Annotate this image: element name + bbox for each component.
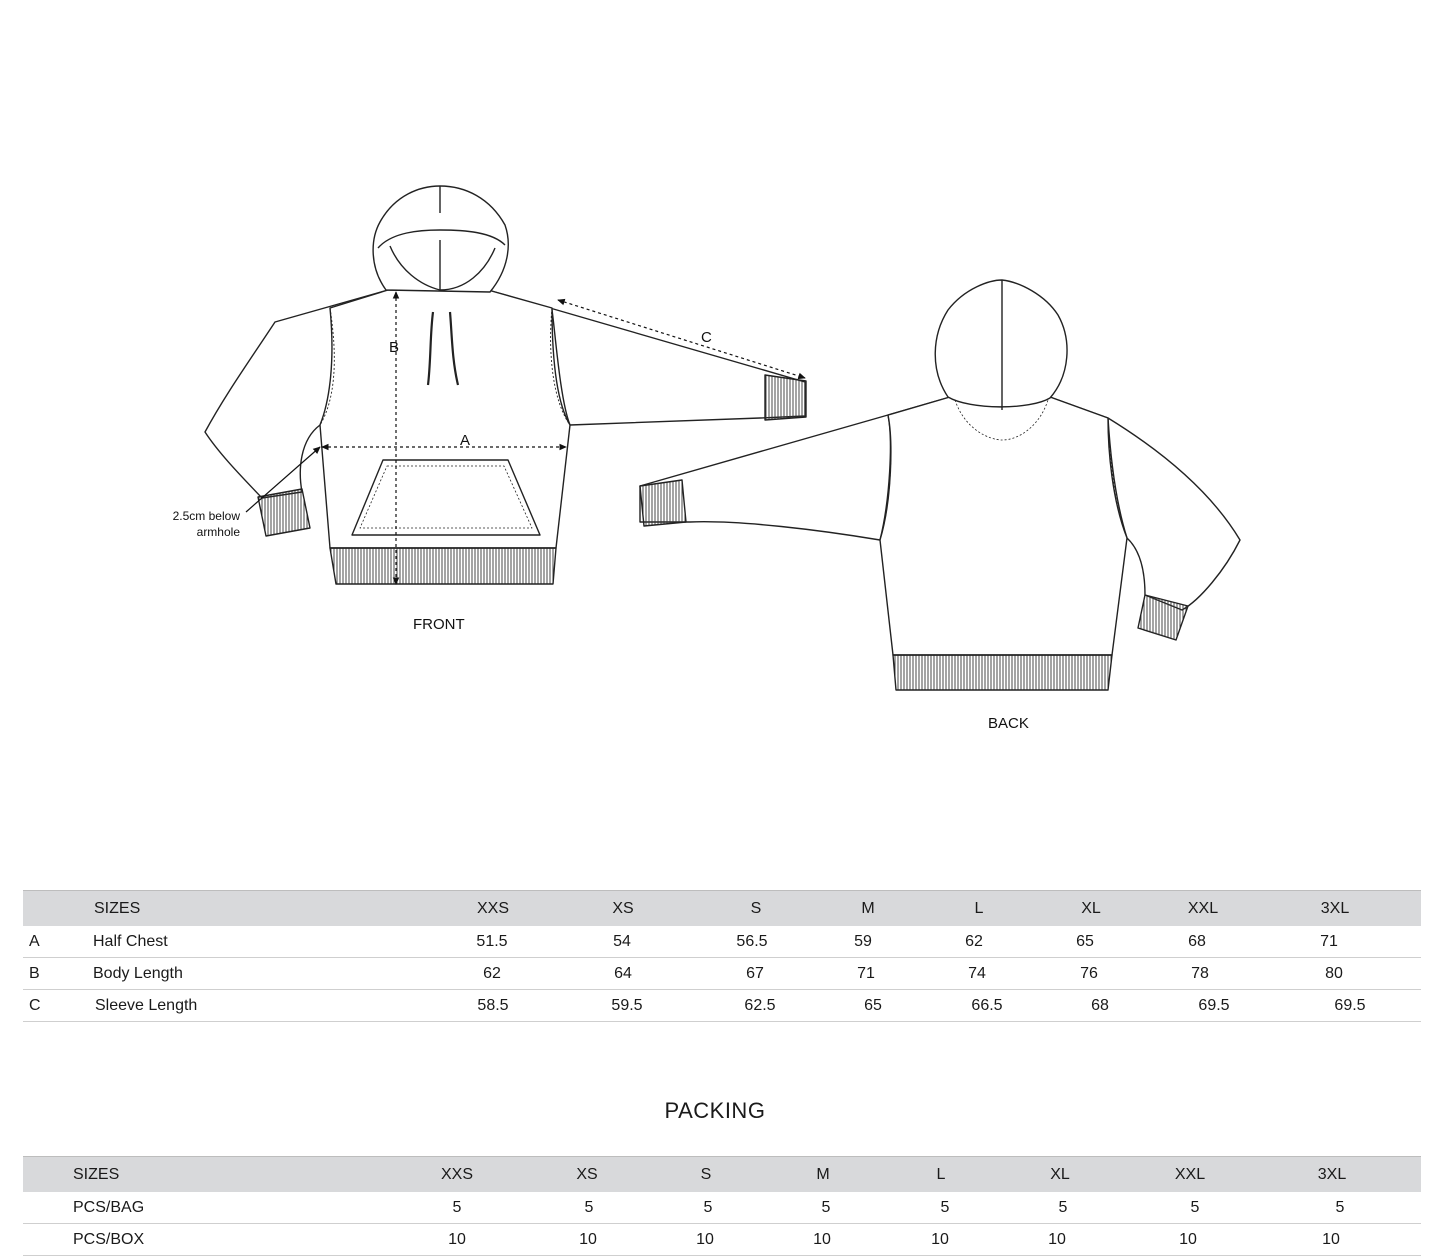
row-label: PCS/BOX	[73, 1230, 145, 1248]
back-body	[880, 397, 1127, 655]
row-code: A	[29, 932, 40, 950]
size-header: XXS	[440, 1165, 473, 1183]
size-header: XXS	[476, 899, 509, 917]
table-cell: 5	[1058, 1198, 1068, 1216]
size-header: XL	[1081, 899, 1101, 917]
size-header: M	[861, 899, 875, 917]
table-cell: 58.5	[477, 996, 509, 1014]
size-table	[23, 890, 1421, 1022]
table-cell: 76	[1080, 964, 1098, 982]
table-cell: 71	[857, 964, 875, 982]
back-hoodie	[640, 280, 1240, 690]
back-hem-rib	[893, 655, 1112, 690]
table-cell: 5	[584, 1198, 594, 1216]
table-cell: 51.5	[476, 932, 508, 950]
measure-b-label: B	[389, 339, 400, 356]
table-row	[23, 990, 1421, 1022]
table-cell: 59.5	[611, 996, 643, 1014]
table-cell: 65	[864, 996, 882, 1014]
armhole-note-line1: 2.5cm below	[172, 509, 240, 523]
table-cell: 80	[1325, 964, 1343, 982]
table-cell: 5	[1335, 1198, 1345, 1216]
table-cell: 5	[452, 1198, 462, 1216]
size-header: S	[750, 899, 762, 917]
table-cell: 74	[968, 964, 986, 982]
size-header: XS	[612, 899, 634, 917]
table-row	[23, 1192, 1421, 1224]
row-label: PCS/BAG	[73, 1198, 145, 1216]
table-cell: 10	[1322, 1230, 1340, 1248]
table-cell: 5	[821, 1198, 831, 1216]
size-header: XL	[1050, 1165, 1070, 1183]
packing-table	[23, 1156, 1421, 1256]
table-cell: 5	[1190, 1198, 1200, 1216]
table-cell: 68	[1188, 932, 1206, 950]
table-cell: 62	[965, 932, 983, 950]
table-cell: 62	[483, 964, 501, 982]
table-cell: 5	[940, 1198, 950, 1216]
table-cell: 69.5	[1198, 996, 1230, 1014]
size-header: L	[936, 1165, 946, 1183]
table-row	[23, 958, 1421, 990]
table-cell: 10	[1048, 1230, 1066, 1248]
row-code: C	[29, 996, 41, 1014]
row-label: Sleeve Length	[95, 996, 198, 1014]
armhole-note	[150, 508, 240, 540]
front-body	[320, 290, 570, 548]
back-left-cuff	[640, 480, 686, 526]
table-cell: 68	[1091, 996, 1109, 1014]
table-cell: 10	[1179, 1230, 1197, 1248]
row-label: Half Chest	[93, 932, 168, 950]
packing-header-label: SIZES	[73, 1165, 120, 1183]
front-right-cuff	[765, 375, 806, 420]
size-header: XXL	[1174, 1165, 1206, 1183]
table-cell: 56.5	[736, 932, 768, 950]
table-cell: 10	[813, 1230, 831, 1248]
size-header: L	[974, 899, 984, 917]
table-cell: 65	[1076, 932, 1094, 950]
table-cell: 62.5	[744, 996, 776, 1014]
front-hoodie	[205, 186, 806, 584]
table-cell: 66.5	[971, 996, 1003, 1014]
size-header: 3XL	[1317, 1165, 1347, 1183]
table-cell: 78	[1191, 964, 1209, 982]
size-table-header-label: SIZES	[94, 899, 141, 917]
table-cell: 10	[448, 1230, 466, 1248]
table-cell: 5	[703, 1198, 713, 1216]
table-cell: 71	[1320, 932, 1338, 950]
armhole-note-line2: armhole	[196, 525, 240, 539]
table-cell: 67	[746, 964, 764, 982]
table-cell: 64	[614, 964, 632, 982]
size-table-header	[23, 890, 1421, 926]
row-label: Body Length	[93, 964, 183, 982]
back-view-label: BACK	[988, 715, 1029, 732]
table-cell: 59	[854, 932, 872, 950]
table-row	[23, 1224, 1421, 1256]
measure-c-label: C	[701, 329, 712, 346]
front-left-cuff	[258, 489, 310, 536]
back-hood	[935, 280, 1067, 407]
size-header: 3XL	[1320, 899, 1350, 917]
row-code: B	[29, 964, 40, 982]
table-cell: 54	[613, 932, 631, 950]
table-cell: 69.5	[1334, 996, 1366, 1014]
size-header: XXL	[1187, 899, 1219, 917]
front-view-label: FRONT	[413, 616, 465, 633]
size-header: S	[700, 1165, 712, 1183]
table-cell: 10	[579, 1230, 597, 1248]
size-header: XS	[576, 1165, 598, 1183]
packing-table-header	[23, 1156, 1421, 1192]
measure-a-label: A	[460, 432, 471, 449]
packing-title: PACKING	[664, 1098, 766, 1123]
table-cell: 10	[931, 1230, 949, 1248]
size-header: M	[816, 1165, 830, 1183]
table-cell: 10	[696, 1230, 714, 1248]
table-row	[23, 926, 1421, 958]
front-hem-rib	[330, 548, 556, 584]
